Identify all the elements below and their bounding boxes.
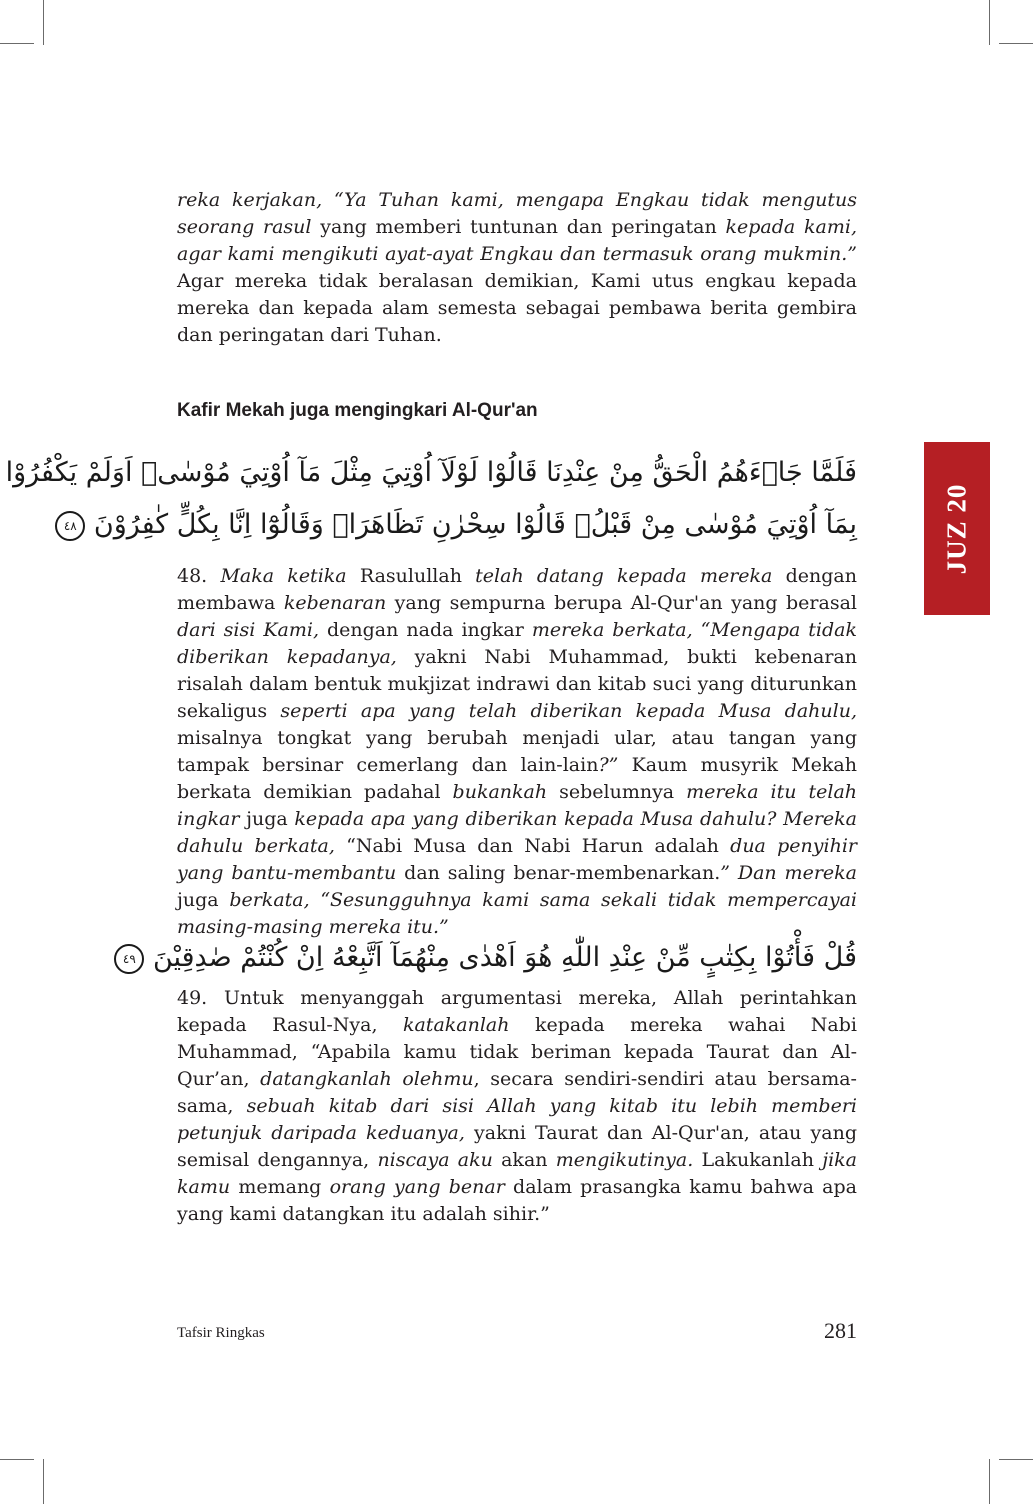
- crop-mark: [999, 43, 1033, 44]
- tafsir-48-paragraph: 48. Maka ketika Rasulullah telah datang kepada mereka dengan membawa kebenaran yang sempurna berupa Al-Qur'an yang berasal dari sisi Kami, dengan nada ingkar mereka berkata, “Mengapa tidak diberikan kepadanya, yakni Nabi Muhammad, bukti kebenaran risalah dalam bentuk mukjizat indrawi dan kitab suci yang diturunkan sekaligus seperti apa yang telah diberikan kepada Musa dahulu, misalnya tongkat yang berubah menjadi ular, atau tangan yang tampak bersinar cemerlang dan lain-lain?” Kaum musyrik Mekah berkata demikian padahal bukankah sebelumnya mereka itu telah ingkar juga kepada apa yang diberikan kepada Musa dahulu? Mereka dahulu berkata, “Nabi Musa dan Nabi Harun adalah dua penyihir yang bantu-membantu dan saling benar-membenarkan.” Dan mereka juga berkata, “Sesungguhnya kami sama sekali tidak mempercayai masing-masing mereka itu.”: [177, 565, 858, 938]
- footer-book-title: Tafsir Ringkas: [177, 1325, 265, 1341]
- crop-mark: [43, 0, 44, 45]
- crop-mark: [989, 1459, 990, 1504]
- page-number: 281: [824, 1318, 857, 1343]
- arabic-verse-49: [122, 932, 857, 984]
- crop-mark: [43, 1459, 44, 1504]
- arabic-text: بِمَآ اُوْتِيَ مُوْسٰى مِنْ قَبْلُۚ قَالُوْا سِحْرٰنِ تَظَاهَرَاۗ وَقَالُوْٓا اِنَّا بِكُلٍّ كٰفِرُوْنَ: [93, 509, 857, 540]
- tafsir-48-section: [177, 563, 857, 941]
- arabic-verse-48: [5, 447, 857, 551]
- crop-mark: [989, 0, 990, 45]
- arabic-text: قُلْ فَأْتُوْا بِكِتٰبٍ مِّنْ عِنْدِ اللّٰهِ هُوَ اَهْدٰى مِنْهُمَآ اَتَّبِعْهُ اِنْ كُنْتُمْ صٰدِقِيْنَ: [152, 942, 857, 973]
- tafsir-49-paragraph: 49. Untuk menyanggah argumentasi mereka, Allah perintahkan kepada Rasul-Nya, katakanlah kepada mereka wahai Nabi Muhammad, “Apabila kamu tidak beriman kepada Taurat dan Al-Qur’an, datangkanlah olehmu, secara sendiri-sendiri atau bersama-sama, sebuah kitab dari sisi Allah yang kitab itu lebih memberi petunjuk daripada keduanya, yakni Taurat dan Al-Qur'an, atau yang semisal dengannya, niscaya aku akan mengikutinya. Lakukanlah jika kamu memang orang yang benar dalam prasangka kamu bahwa apa yang kami datangkan itu adalah sihir.”: [177, 987, 858, 1225]
- section-heading: Kafir Mekah juga mengingkari Al-Qur'an: [177, 400, 538, 421]
- juz-tab: [924, 442, 990, 615]
- intro-section: [177, 187, 857, 349]
- arabic-line: [63, 499, 857, 551]
- crop-mark: [0, 1459, 34, 1460]
- crop-mark: [0, 43, 34, 44]
- arabic-line: فَلَمَّا جَاۤءَهُمُ الْحَقُّ مِنْ عِنْدِنَا قَالُوْا لَوْلَآ اُوْتِيَ مِثْلَ مَآ اُوْتِيَ مُوْسٰىۗ اَوَلَمْ يَكْفُرُوْا: [5, 457, 857, 488]
- tafsir-49-section: [177, 985, 857, 1228]
- ayah-number-mark: ٤٨: [55, 511, 85, 541]
- arabic-line: [122, 932, 857, 984]
- intro-paragraph: reka kerjakan, “Ya Tuhan kami, mengapa Engkau tidak mengutus seorang rasul yang memberi tuntunan dan peringatan kepada kami, agar kami mengikuti ayat-ayat Engkau dan termasuk orang mukmin.” Agar mereka tidak beralasan demikian, Kami utus engkau kepada mereka dan kepada alam semesta sebagai pembawa berita gembira dan peringatan dari Tuhan.: [177, 189, 857, 346]
- juz-label: JUZ 20: [941, 483, 972, 574]
- crop-mark: [999, 1459, 1033, 1460]
- ayah-number-mark: ٤٩: [114, 944, 144, 974]
